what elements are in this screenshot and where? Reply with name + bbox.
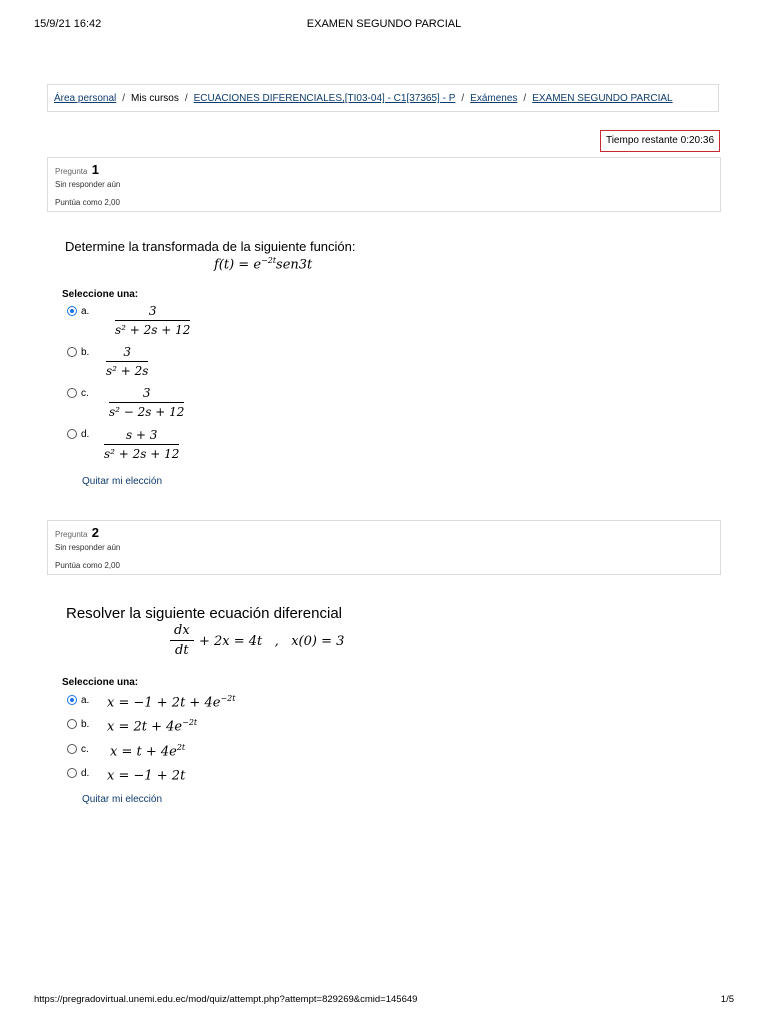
- q2-option-a[interactable]: a.: [67, 695, 89, 706]
- question-1-text: Determine la transformada de la siguiente función:: [65, 239, 356, 254]
- q1-clear-choice-link[interactable]: Quitar mi elección: [82, 476, 163, 487]
- question-points: Puntúa como 2,00: [55, 561, 120, 570]
- breadcrumb-examenes[interactable]: Exámenes: [470, 93, 518, 104]
- question-2-formula: + 2x = 4t , x(0) = 3: [199, 634, 345, 649]
- q1-option-b[interactable]: b.: [67, 347, 89, 358]
- page-url: https://pregradovirtual.unemi.edu.ec/mod/quiz/attempt.php?attempt=829269&cmid=145649: [34, 994, 418, 1005]
- page-number: 1/5: [720, 994, 734, 1005]
- question-1-info: [47, 157, 721, 212]
- q2-option-b-formula: $x = 2t + 4e^{-2t}$: [107, 718, 198, 735]
- breadcrumb-mis-cursos: Mis cursos: [131, 93, 179, 104]
- q1-option-a-formula: $\frac{3}{\text{s² + 2s + 12}}$: [115, 304, 191, 337]
- breadcrumb-separator: /: [523, 93, 527, 104]
- print-date: 15/9/21 16:42: [34, 18, 102, 30]
- time-remaining: [600, 130, 720, 152]
- print-header: [0, 0, 768, 50]
- radio-button[interactable]: [67, 719, 77, 729]
- question-2-info: [47, 520, 721, 575]
- select-label: Seleccione una:: [62, 677, 139, 688]
- q2-option-c-formula: $x = t + 4e^{2t}$: [110, 743, 186, 760]
- radio-button[interactable]: [67, 347, 77, 357]
- radio-button[interactable]: [67, 744, 77, 754]
- q1-option-a[interactable]: a.: [67, 306, 89, 317]
- q1-option-c[interactable]: c.: [67, 388, 89, 399]
- breadcrumb-course[interactable]: ECUACIONES DIFERENCIALES,[TI03-04] - C1[37365] - P: [193, 93, 456, 104]
- breadcrumb: [47, 84, 719, 112]
- q1-option-d-formula: $\frac{s + 3}{\text{s² + 2s + 12}}$: [104, 428, 180, 461]
- breadcrumb-area-personal[interactable]: Área personal: [54, 93, 117, 104]
- radio-button[interactable]: [67, 306, 77, 316]
- radio-button[interactable]: [67, 429, 77, 439]
- question-number: Pregunta 2: [55, 525, 99, 540]
- radio-button[interactable]: [67, 695, 77, 705]
- q1-option-c-formula: $\frac{3}{\text{s² − 2s + 12}}$: [109, 386, 185, 419]
- question-1-formula: $f(t) = e^{-2t}sen3t$: [214, 256, 313, 273]
- breadcrumb-exam[interactable]: EXAMEN SEGUNDO PARCIAL: [532, 93, 673, 104]
- timer-value: 0:20:36: [680, 135, 715, 146]
- breadcrumb-separator: /: [461, 93, 465, 104]
- breadcrumb-separator: /: [122, 93, 126, 104]
- q1-option-d[interactable]: d.: [67, 429, 89, 440]
- timer-label: Tiempo restante: [605, 135, 678, 146]
- q2-option-d[interactable]: d.: [67, 768, 89, 779]
- question-status: Sin responder aún: [55, 543, 121, 552]
- q2-option-b[interactable]: b.: [67, 719, 89, 730]
- question-2-text: Resolver la siguiente ecuación diferencial: [66, 605, 342, 622]
- q2-clear-choice-link[interactable]: Quitar mi elección: [82, 794, 163, 805]
- question-2-derivative: $\frac{dx}{dt}$: [170, 623, 194, 658]
- q2-option-c[interactable]: c.: [67, 744, 89, 755]
- question-points: Puntúa como 2,00: [55, 198, 120, 207]
- question-status: Sin responder aún: [55, 180, 121, 189]
- select-label: Seleccione una:: [62, 289, 139, 300]
- radio-button[interactable]: [67, 768, 77, 778]
- breadcrumb-separator: /: [184, 93, 188, 104]
- q2-option-a-formula: $x = -1 + 2t + 4e^{-2t}$: [107, 694, 236, 711]
- print-title: EXAMEN SEGUNDO PARCIAL: [306, 18, 462, 30]
- radio-button[interactable]: [67, 388, 77, 398]
- q2-option-d-formula: x = −1 + 2t: [107, 768, 186, 784]
- q1-option-b-formula: $\frac{3}{\text{s² + 2s}}$: [106, 345, 149, 378]
- question-number: Pregunta 1: [55, 162, 99, 177]
- print-footer: [34, 994, 734, 1005]
